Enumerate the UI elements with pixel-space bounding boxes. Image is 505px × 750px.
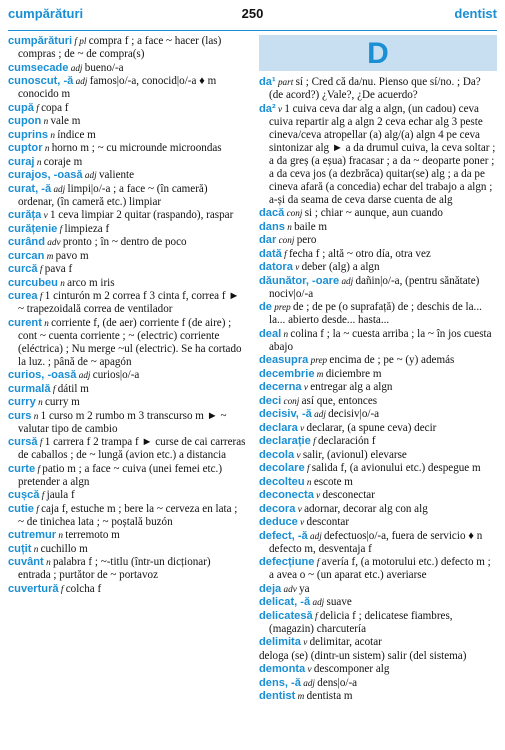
dictionary-entry: dăunător, -oare adj dañin|o/-a, (pentru sănătate) nociv|o/-a — [259, 274, 480, 300]
dictionary-entry: curând adv pronto ; în ~ dentro de poco — [8, 236, 187, 248]
dictionary-entry: deloga (se) (dintr-un sistem) salir (del sistema) — [259, 649, 467, 662]
dictionary-entry: datora v deber (alg) a algn — [259, 261, 380, 273]
dictionary-entry: dentist m dentista m — [259, 690, 353, 702]
dictionary-entry: demonta v descomponer alg — [259, 663, 390, 675]
dictionary-entry: cupon n vale m — [8, 115, 81, 127]
letter-section-box: D — [259, 35, 497, 71]
dictionary-entry: curry n curry m — [8, 396, 80, 408]
dictionary-entry: cursă f 1 carrera f 2 trampa f ► curse de cai carreras de caballos ; de ~ lungă (avion etc.) a distancia — [8, 436, 246, 461]
dictionary-entry: curaj n coraje m — [8, 155, 83, 168]
dictionary-entry: de prep de ; de pe (o suprafață) de ; deschis de la... la... abierto desde... hasta... — [259, 301, 482, 326]
right-guideword: dentist — [454, 6, 497, 21]
dictionary-entry: cuprins n índice m — [8, 128, 96, 141]
dictionary-entry: deal n colina f ; la ~ cuesta arriba ; la ~ în jos cuesta abajo — [259, 327, 492, 353]
header-rule — [8, 30, 497, 31]
dictionary-entry: cuvânt n palabra f ; ~-titlu (într-un dicționar) entrada ; purtător de ~ portavoz — [8, 556, 211, 581]
dictionary-entry: curs n 1 curso m 2 rumbo m 3 transcurso m ► ~ valutar tipo de cambio — [8, 409, 227, 435]
dictionary-entry: curățenie f limpieza f — [8, 222, 110, 235]
dictionary-entry: decora v adornar, decorar alg con alg — [259, 502, 428, 515]
dictionary-entry: curios, -oasă adj curios|o/-a — [8, 369, 140, 381]
dictionary-entry: curăța v 1 ceva limpiar 2 quitar (raspando), raspar — [8, 209, 234, 221]
dictionary-entry: cupă f copa f — [8, 101, 69, 114]
dictionary-entry: dans n baile m — [259, 220, 328, 233]
dictionary-entry: defect, -ă adj defectuos|o/-a, fuera de servicio ♦ n defecto m, desventaja f — [259, 529, 483, 555]
dictionary-entry: curcan m pavo m — [8, 249, 89, 262]
dictionary-entry: cuptor n horno m ; ~ cu microunde microondas — [8, 142, 222, 154]
dictionary-entry: cutie f caja f, estuche m ; bere la ~ cerveza en lata ; ~ de tinichea lata ; ~ poștală buzón — [8, 502, 238, 528]
dictionary-entry: curajos, -oasă adj valiente — [8, 169, 135, 181]
right-column — [259, 35, 497, 704]
dictionary-entry: curmală f dátil m — [8, 382, 89, 395]
dictionary-entry: deasupra prep encima de ; pe ~ (y) además — [259, 354, 455, 366]
dictionary-entry: deja adv ya — [259, 582, 310, 595]
dictionary-entry: cutremur n terremoto m — [8, 529, 120, 541]
dictionary-entry: declara v declarar, (a spune ceva) decir — [259, 421, 437, 434]
dictionary-entry: curte f patio m ; a face ~ cuiva (unei femei etc.) pretender a algn — [8, 462, 223, 488]
dictionary-entry: decolteu n escote m — [259, 475, 353, 488]
dictionary-entry: curat, -ă adj limpi|o/-a ; a face ~ (în cameră) ordenar, (în cameră etc.) limpiar — [8, 182, 208, 208]
dictionary-entry: curcubeu n arco m iris — [8, 276, 115, 289]
dictionary-entry: defecțiune f avería f, (a motorului etc.) defecto m ; a avea o ~ (un aparat etc.) averiarse — [259, 556, 491, 581]
dictionary-entry: deconecta v desconectar — [259, 489, 375, 501]
dictionary-entry: da² v 1 cuiva ceva dar alg a algn, (un cadou) ceva cuiva repartir alg a algn 2 ceva echar alg 3 peste cineva/ceva atropellar (a) alg/(a) algn 4 pe ceva sintonizar alg ► a da drumul cuiva, la ceva soltar ; a da greș (a eșua) fracasar ; a da ~ deoparte poner ; a da ceva jos (a dezbrăca) quitar(se) alg ; a da pe cineva afară (a concedia) echar del trabajo a algn ; a-și da seama de ceva darse cuenta de alg — [259, 102, 496, 206]
dictionary-entry: cumpărături f pl compra f ; a face ~ hacer (las) compras ; de ~ de compra(s) — [8, 35, 222, 60]
dictionary-entry: dată f fecha f ; altă ~ otro día, otra vez — [259, 247, 431, 260]
dictionary-entry: delicat, -ă adj suave — [259, 596, 352, 608]
dictionary-entry: curent n corriente f, (de aer) corriente f (de aire) ; cont ~ cuenta corriente ; ~ (electric) corriente (eléctrica) ; Nu merge ~ul (electric). Se ha cortado la luz. ; până de ~ apagón — [8, 316, 242, 368]
dictionary-entry: dar conj pero — [259, 234, 317, 246]
dictionary-entry: decolare f salida f, (a avionului etc.) despegue m — [259, 462, 481, 474]
dictionary-entry: deci conj así que, entonces — [259, 394, 378, 407]
left-column — [8, 35, 246, 596]
dictionary-entry: curcă f pava f — [8, 263, 73, 275]
dictionary-entry: curea f 1 cinturón m 2 correa f 3 cinta f, correa f ► ~ trapezoidală correa de ventilador — [8, 290, 240, 315]
dictionary-entry: cuțit n cuchillo m — [8, 542, 88, 555]
dictionary-entry: declarație f declaración f — [259, 435, 376, 447]
dictionary-entry: delimita v delimitar, acotar — [259, 636, 382, 648]
dictionary-entry: da¹ part sí ; Cred că da/nu. Pienso que sí/no. ; Da? (de acord?) ¿Vale?, ¿De acuerdo? — [259, 76, 481, 101]
dictionary-entry: decembrie m diciembre m — [259, 367, 382, 380]
dictionary-entry: delicatesă f delicia f ; delicatese fiambres, (magazin) charcutería — [259, 609, 453, 635]
dictionary-entry: cuvertură f colcha f — [8, 582, 102, 595]
page-number: 250 — [241, 6, 264, 21]
dictionary-entry: cunoscut, -ă adj famos|o/-a, conocid|o/-a ♦ m conocido m — [8, 75, 217, 100]
dictionary-entry: dens, -ă adj dens|o/-a — [259, 676, 358, 689]
dictionary-entry: cușcă f jaula f — [8, 489, 75, 501]
dictionary-entry: cumsecade adj bueno/-a — [8, 61, 124, 74]
dictionary-entry: dacă conj si ; chiar ~ aunque, aun cuando — [259, 207, 443, 219]
left-guideword: cumpărături — [8, 6, 84, 21]
dictionary-entry: decerna v entregar alg a algn — [259, 381, 393, 393]
dictionary-entry: deduce v descontar — [259, 516, 350, 528]
dictionary-entry: decola v salir, (avionul) elevarse — [259, 448, 407, 461]
dictionary-entry: decisiv, -ă adj decisiv|o/-a — [259, 408, 380, 420]
page-header — [8, 6, 497, 30]
